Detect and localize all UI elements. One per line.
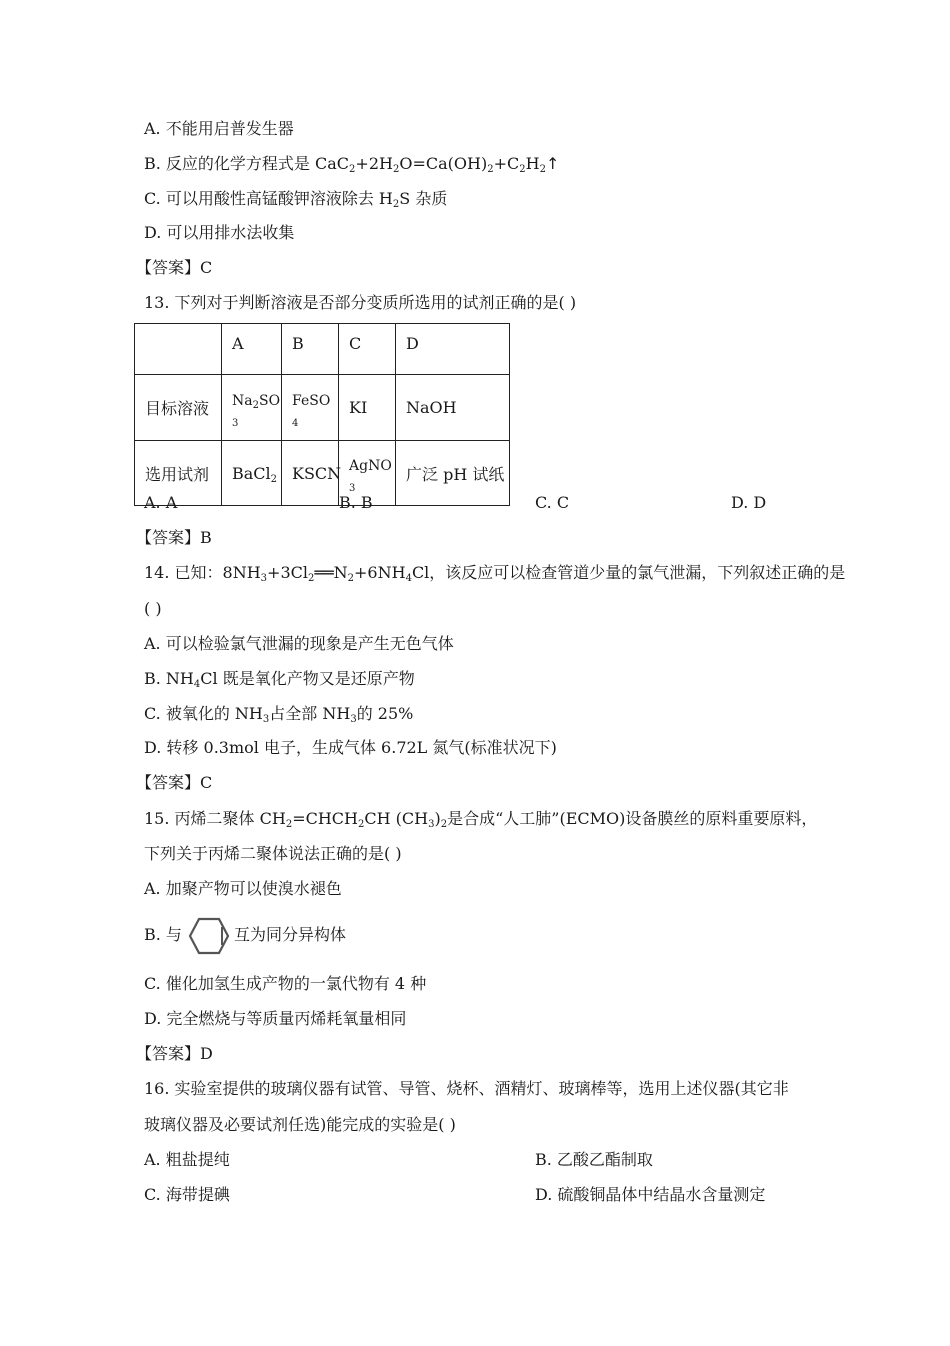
table-cell: NaOH — [396, 375, 510, 441]
table-cell: 广泛 pH 试纸 — [396, 441, 510, 506]
table-cell: KI — [339, 375, 396, 441]
table-header-d: D — [396, 324, 510, 375]
q13-option-c: C. C — [535, 493, 570, 512]
q13-option-d: D. D — [731, 493, 767, 512]
q15-stem-line1: 15. 丙烯二聚体 $CH_2=CHCH_2CH$ $(CH_3)_2$是合成“人工肺”(ECMO)设备膜丝的原料重要原料， — [144, 809, 818, 830]
q14-option-a: A. 可以检验氯气泄漏的现象是产生无色气体 — [144, 634, 454, 653]
q15-stem-line2: 下列关于丙烯二聚体说法正确的是( ) — [144, 844, 402, 863]
q15-option-a: A. 加聚产物可以使溴水褪色 — [144, 879, 342, 898]
q16-option-d: D. 硫酸铜晶体中结晶水含量测定 — [535, 1185, 766, 1204]
table-cell: BaCl$_2$ — [222, 441, 282, 506]
table-header-b: B — [282, 324, 339, 375]
q16-stem-line2: 玻璃仪器及必要试剂任选)能完成的实验是( ) — [144, 1115, 456, 1134]
q15-option-d: D. 完全燃烧与等质量丙烯耗氧量相同 — [144, 1009, 407, 1028]
table-row — [135, 375, 510, 441]
q13-answer: 【答案】B — [136, 528, 212, 547]
q14-option-c: C. 被氧化的 $NH_3$占全部 $NH_3$的 25% — [144, 704, 414, 725]
table-header-c: C — [339, 324, 396, 375]
row-label-reagent: 选用试剂 — [135, 441, 222, 506]
q15-option-b: B. 与 互为同分异构体 — [144, 913, 346, 957]
up-arrow-icon: ↑ — [545, 154, 560, 173]
q16-option-c: C. 海带提碘 — [144, 1185, 230, 1204]
row-label-target: 目标溶液 — [135, 375, 222, 441]
q14-stem-line2: ( ) — [144, 599, 162, 618]
table-header-a: A — [222, 324, 282, 375]
q16-option-b: B. 乙酸乙酯制取 — [535, 1150, 653, 1169]
q16-stem-line1: 16. 实验室提供的玻璃仪器有试管、导管、烧杯、酒精灯、玻璃棒等，选用上述仪器(其它非 — [144, 1079, 789, 1098]
q13-stem: 13. 下列对于判断溶液是否部分变质所选用的试剂正确的是( ) — [144, 293, 577, 312]
q15-answer: 【答案】D — [136, 1044, 213, 1063]
table-cell: AgNO $_3$ — [339, 441, 396, 506]
q12-option-a: A. 不能用启普发生器 — [144, 119, 294, 138]
q14-option-b: B. $NH_4Cl$ 既是氧化产物又是还原产物 — [144, 669, 415, 690]
table-row — [135, 441, 510, 506]
table-row — [135, 324, 510, 375]
q12-option-c: C. 可以用酸性高锰酸钾溶液除去 $H_2S$ 杂质 — [144, 189, 448, 210]
q14-answer: 【答案】C — [136, 773, 213, 792]
q16-option-a: A. 粗盐提纯 — [144, 1150, 230, 1169]
cyclohexene-structure-icon — [188, 917, 230, 955]
q14-stem-line1: 14. 已知：$8NH_3+3Cl_2══N_2+6NH_4Cl$，该反应可以检查管道少量的氯气泄漏，下列叙述正确的是 — [144, 563, 846, 584]
q13-option-a: A. A — [144, 493, 178, 512]
q14-option-d: D. 转移 0.3mol 电子，生成气体 6.72L 氮气(标准状况下) — [144, 738, 557, 757]
q12-option-b: B. 反应的化学方程式是 $CaC_2+2H_2O=Ca(OH)_2+C_2H_2↑$ — [144, 154, 560, 175]
q13-option-b: B. B — [339, 493, 373, 512]
table-cell — [135, 324, 222, 375]
q13-table — [134, 323, 510, 506]
table-cell: KSCN — [282, 441, 339, 506]
table-cell: $Na_2SO$ $_3$ — [222, 375, 282, 441]
table-cell: FeSO $_4$ — [282, 375, 339, 441]
q15-option-c: C. 催化加氢生成产物的一氯代物有 4 种 — [144, 974, 427, 993]
q12-option-d: D. 可以用排水法收集 — [144, 223, 295, 242]
q12-answer: 【答案】C — [136, 258, 213, 277]
